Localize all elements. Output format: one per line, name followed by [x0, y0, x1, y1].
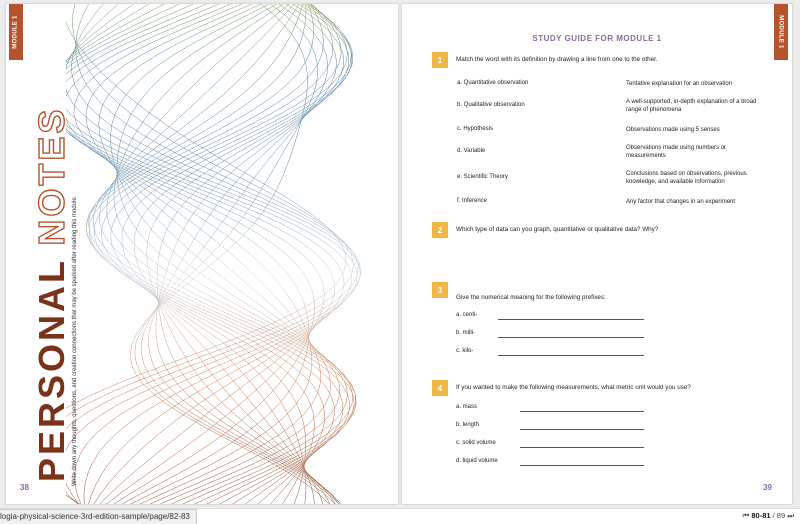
right-page: MODULE 1 STUDY GUIDE FOR MODULE 1 1 Match the word with its definition by drawing a line from one to the other. a. Quantitative observation Tentative explanation for an observation b. Qualitative observation A well-supported, in-depth explanation of a broad range of phenomena c. Hypothesis Observations made using 5 senses d. Variable Observations made using numbers or measurements e. Scientific Theory Conclusions based on observations, previous knowledge, and available information f. Inference Any factor that changes in an experiment 2 Which type of data can you graph, quantitative or qualitative data? Why? 3 Give the numerical meaning for the following prefixes: a. centi- b. milli- c. kilo- 4 If you wanted to make the following measurements, what metric unit would you use? a. mass b. length c. solid volume d. liquid volume 39: [402, 4, 792, 504]
last-page-icon[interactable]: ⏭: [787, 511, 794, 520]
wave-line: [66, 4, 354, 504]
question-text: Match the word with its definition by drawing a line from one to the other.: [456, 56, 658, 63]
first-page-icon[interactable]: ⏮: [742, 511, 750, 520]
wave-line: [99, 4, 354, 504]
wave-line: [101, 4, 341, 504]
decorative-wave-mesh: [66, 4, 398, 504]
page-navigation: [743, 510, 794, 522]
wave-line: [66, 4, 357, 504]
wave-line: [157, 4, 349, 504]
wave-line: [87, 4, 325, 504]
viewer-footer: [0, 508, 800, 523]
wave-line: [93, 4, 350, 504]
question-text: Which type of data can you graph, quantitative or qualitative data? Why?: [456, 226, 659, 233]
wave-line: [147, 4, 352, 504]
wave-line: [114, 4, 356, 504]
question-text: Give the numerical meaning for the following prefixes:: [456, 294, 606, 301]
module-tab: MODULE 1: [9, 4, 23, 60]
question-number-badge: 2: [432, 222, 448, 238]
page-number: 39: [763, 483, 772, 492]
page-url[interactable]: logia-physical-science-3rd-edition-sample/page/82-83: [0, 509, 197, 524]
question-text: If you wanted to make the following measurements, what metric unit would you use?: [456, 384, 691, 391]
wave-line: [111, 4, 348, 504]
wave-line: [149, 4, 341, 504]
wave-line: [88, 4, 343, 504]
total-pages: / 89: [772, 511, 786, 520]
wave-line: [117, 4, 353, 504]
wave-line: [66, 4, 315, 504]
left-page: [6, 4, 398, 504]
module-tab: MODULE 1: [774, 4, 788, 60]
current-page-range[interactable]: 80-81: [751, 511, 771, 520]
question-number-badge: 1: [432, 52, 448, 68]
question-number-badge: 3: [432, 282, 448, 298]
personal-notes-subtitle: Write down any thoughts, questions, and creation connections that may be sparked after reading this module.: [72, 195, 78, 486]
wave-line: [111, 4, 348, 504]
page-number: 38: [20, 483, 29, 492]
question-number-badge: 4: [432, 380, 448, 396]
wave-line: [134, 4, 353, 504]
study-guide-heading: STUDY GUIDE FOR MODULE 1: [532, 34, 662, 43]
personal-notes-title: PERSONAL NOTES: [31, 106, 72, 482]
